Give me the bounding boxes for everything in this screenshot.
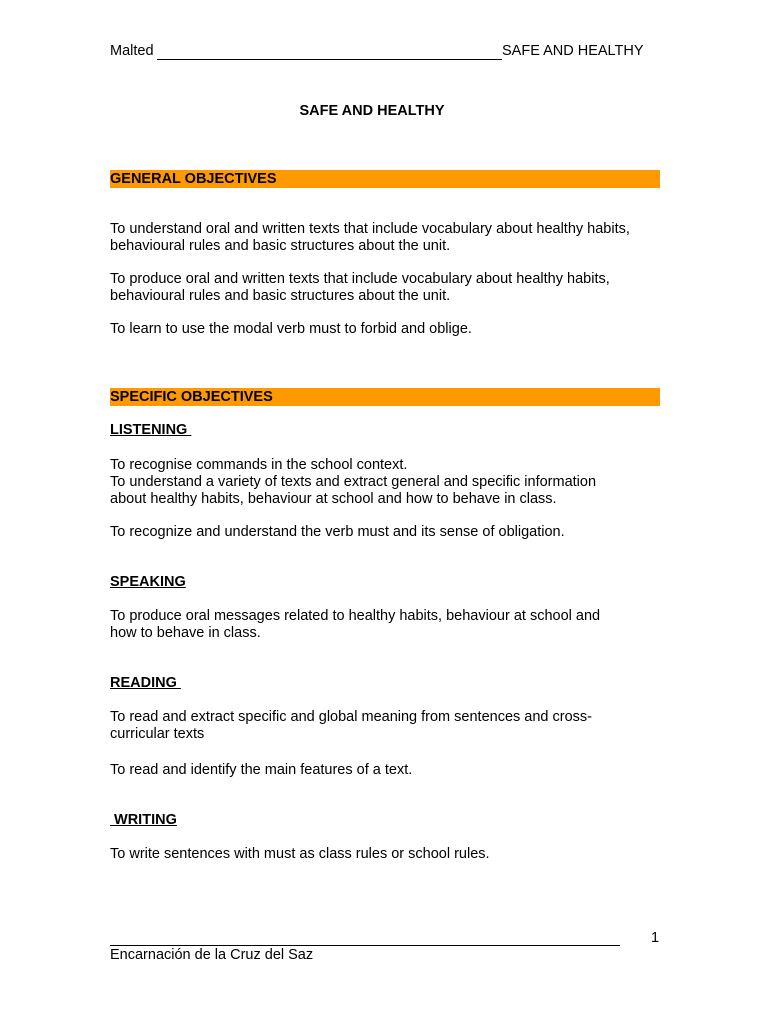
- writing-text: To write sentences with must as class rules or school rules.: [110, 846, 490, 862]
- footer-author: Encarnación de la Cruz del Saz: [110, 947, 314, 963]
- listening-line: To understand a variety of texts and extract general and specific information about healthy habits, behaviour at school and how to behave in class.: [110, 474, 597, 507]
- reading-paragraph: To read and extract specific and global meaning from sentences and cross-curricular texts: [110, 709, 592, 742]
- page-title: SAFE AND HEALTHY: [299, 103, 445, 119]
- general-objective-paragraph: To learn to use the modal verb must to forbid and oblige.: [110, 321, 472, 337]
- specific-objectives-heading: SPECIFIC OBJECTIVES: [110, 388, 660, 406]
- listening-line: To recognise commands in the school context.: [110, 457, 408, 473]
- speaking-heading: SPEAKING: [110, 574, 186, 590]
- general-objective-paragraph: To produce oral and written texts that include vocabulary about healthy habits, behavioural rules and basic structures about the unit.: [110, 271, 610, 304]
- header-left: Malted: [110, 43, 154, 59]
- page-number: 1: [651, 930, 660, 946]
- header-right: SAFE AND HEALTHY: [502, 43, 644, 59]
- reading-heading: READING: [110, 675, 181, 691]
- header-underline: [157, 59, 502, 60]
- footer-rule: [110, 945, 620, 946]
- general-objective-paragraph: To understand oral and written texts that include vocabulary about healthy habits, behavioural rules and basic structures about the unit.: [110, 221, 630, 254]
- general-objectives-heading: GENERAL OBJECTIVES: [110, 170, 660, 188]
- listening-line: To recognize and understand the verb must and its sense of obligation.: [110, 524, 565, 540]
- speaking-text: To produce oral messages related to healthy habits, behaviour at school and how to behave in class.: [110, 608, 601, 641]
- reading-paragraph: To read and identify the main features of a text.: [110, 762, 413, 778]
- listening-heading: LISTENING: [110, 422, 192, 438]
- writing-heading: WRITING: [110, 812, 177, 828]
